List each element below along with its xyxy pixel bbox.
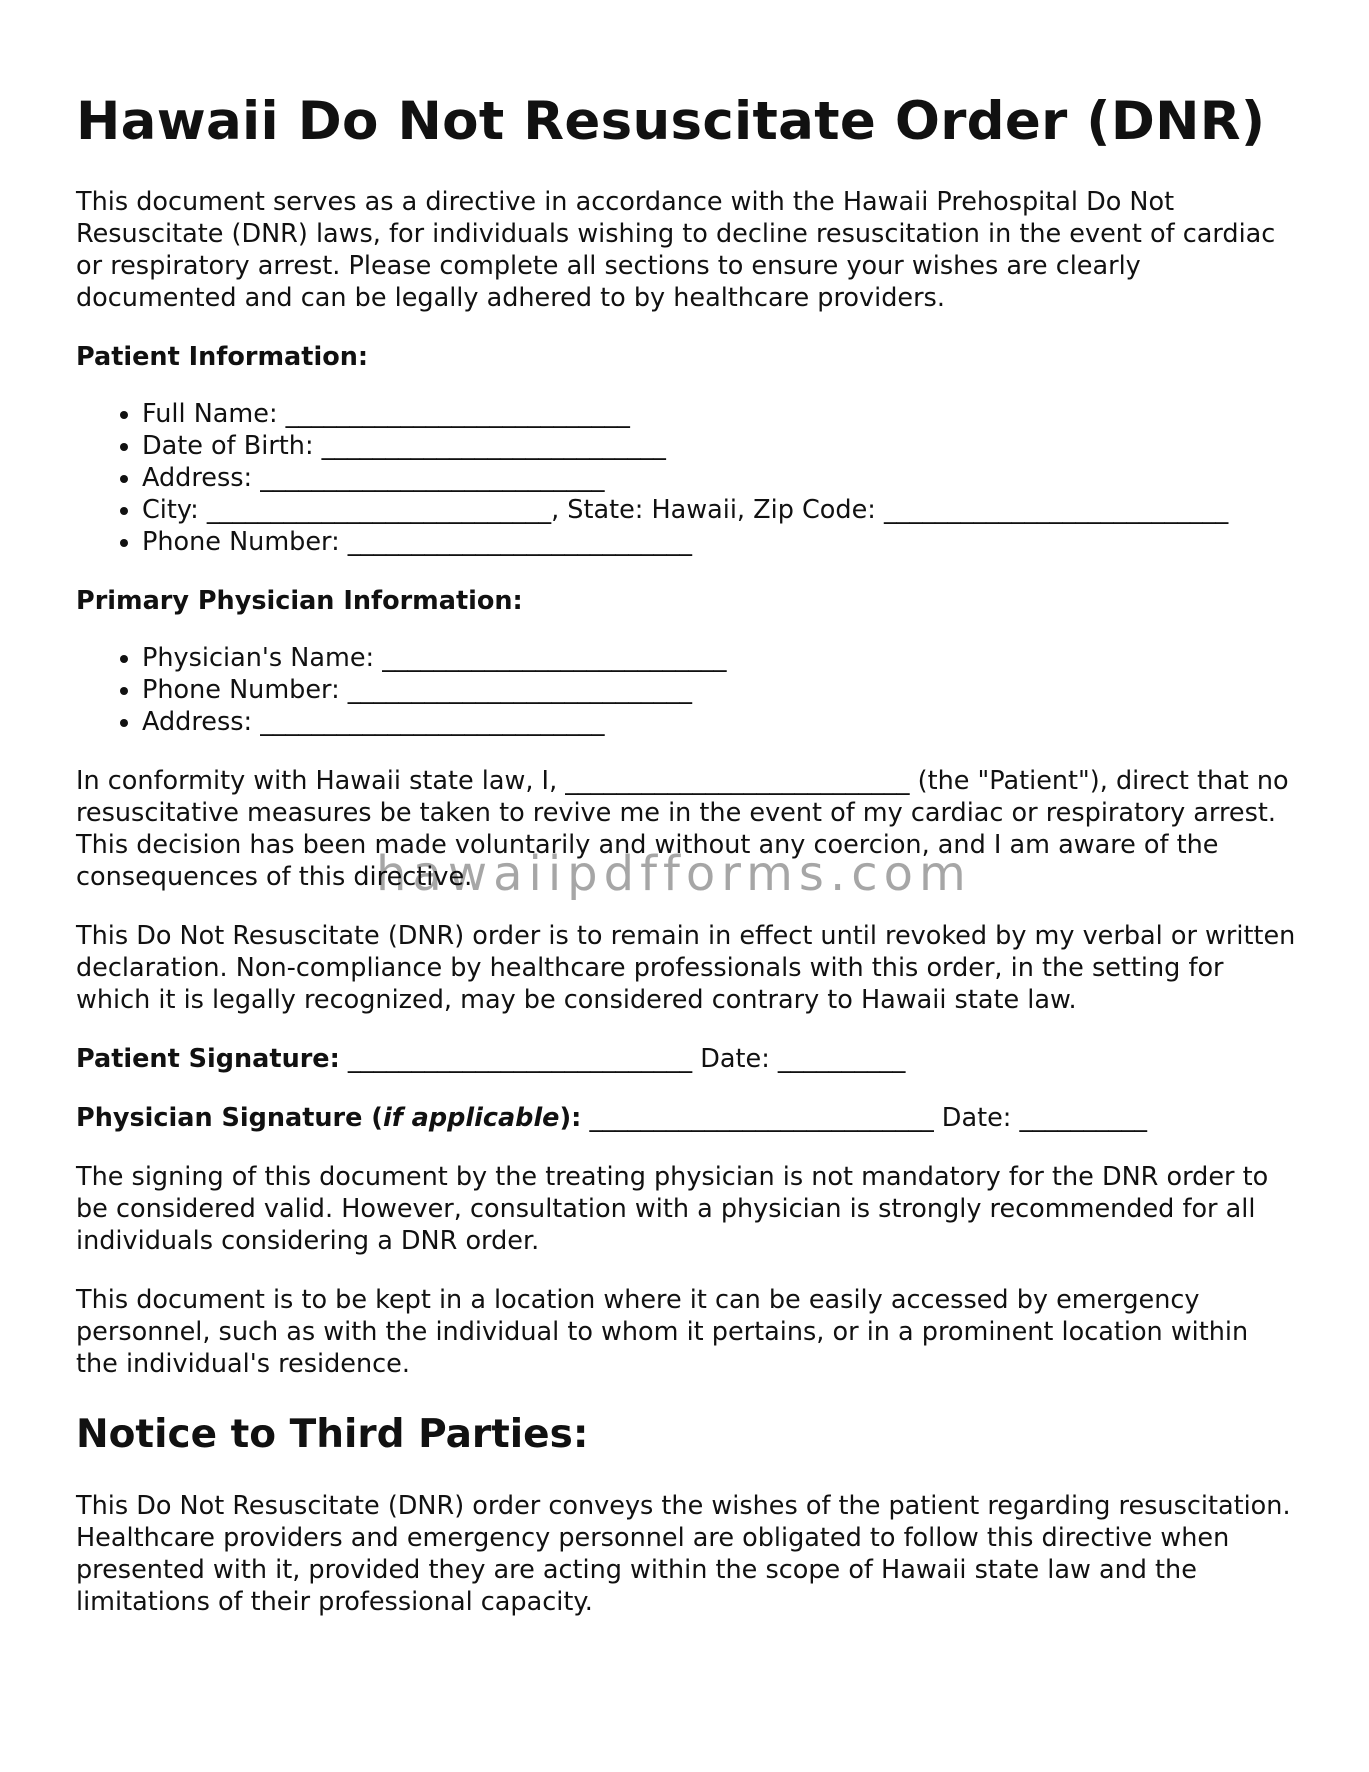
patient-signature-label: Patient Signature: — [76, 1043, 340, 1074]
physician-name-field: • Physician's Name: ___________________________ — [142, 642, 1296, 674]
physician-info-heading — [76, 585, 1296, 617]
third-parties-heading: Notice to Third Parties: — [76, 1411, 589, 1457]
patient-signature-line — [76, 1043, 1296, 1075]
patient-info-heading-text: Patient Information: — [76, 341, 369, 372]
physician-signature-label-prefix: Physician Signature ( — [76, 1102, 383, 1133]
effect-paragraph: This Do Not Resuscitate (DNR) order is to remain in effect until revoked by my verbal or written declaration. Non-compliance by healthcare professionals with this order, in the setting for which it is legally recognized, may be considered contrary to Hawaii state law. — [76, 920, 1296, 1015]
patient-info-heading — [76, 341, 1296, 373]
city-state-zip-field: • City: ___________________________, State: Hawaii, Zip Code: ___________________________ — [142, 494, 1296, 526]
full-name-field: • Full Name: ___________________________ — [142, 398, 1296, 430]
physician-address-field: • Address: ___________________________ — [142, 706, 1296, 738]
physician-signature-label-suffix: ): — [559, 1102, 582, 1133]
page-title: Hawaii Do Not Resuscitate Order (DNR) — [76, 91, 1266, 152]
intro-paragraph: This document serves as a directive in accordance with the Hawaii Prehospital Do Not Resuscitate (DNR) laws, for individuals wishing to decline resuscitation in the event of cardiac or respiratory arrest. Please complete all sections to ensure your wishes are clearly documented and can be legally adhered to by healthcare providers. — [76, 186, 1276, 313]
watermark: hawaiipdfforms.com — [376, 846, 972, 902]
dob-field: • Date of Birth: ___________________________ — [142, 430, 1296, 462]
document-page — [76, 90, 1296, 1645]
physician-signature-blank: ___________________________ Date: __________ — [581, 1102, 1147, 1133]
physician-info-heading-text: Primary Physician Information: — [76, 585, 523, 616]
patient-signature-blank: ___________________________ Date: __________ — [339, 1043, 906, 1074]
physician-phone-field: • Phone Number: ___________________________ — [142, 674, 1296, 706]
conformity-paragraph: In conformity with Hawaii state law, I, ___________________________ (the "Patient"), direct that no resuscitative measures be taken to revive me in the event of my cardiac or respiratory arrest. This decision has been made voluntarily and without any coercion, and I am aware of the consequences of this directive. — [76, 765, 1289, 892]
physician-signature-label — [76, 1103, 581, 1133]
third-parties-paragraph: This Do Not Resuscitate (DNR) order conveys the wishes of the patient regarding resuscitation. Healthcare providers and emergency personnel are obligated to follow this directive when presented with it, provided they are acting within the scope of Hawaii state law and the limitations of their professional capacity. — [76, 1491, 1291, 1618]
physician-signature-label-italic: if applicable — [382, 1102, 560, 1133]
phone-field: • Phone Number: ___________________________ — [142, 526, 1296, 558]
signing-note-paragraph: The signing of this document by the treating physician is not mandatory for the DNR order to be considered valid. However, consultation with a physician is strongly recommended for all individuals considering a DNR order. — [76, 1161, 1269, 1256]
physician-signature-line — [76, 1102, 1296, 1134]
patient-info-list — [76, 398, 1296, 558]
storage-note-paragraph: This document is to be kept in a location where it can be easily accessed by emergency personnel, such as with the individual to whom it pertains, or in a prominent location within the individual's residence. — [76, 1284, 1249, 1379]
physician-info-list — [76, 642, 1296, 738]
address-field: • Address: ___________________________ — [142, 462, 1296, 494]
